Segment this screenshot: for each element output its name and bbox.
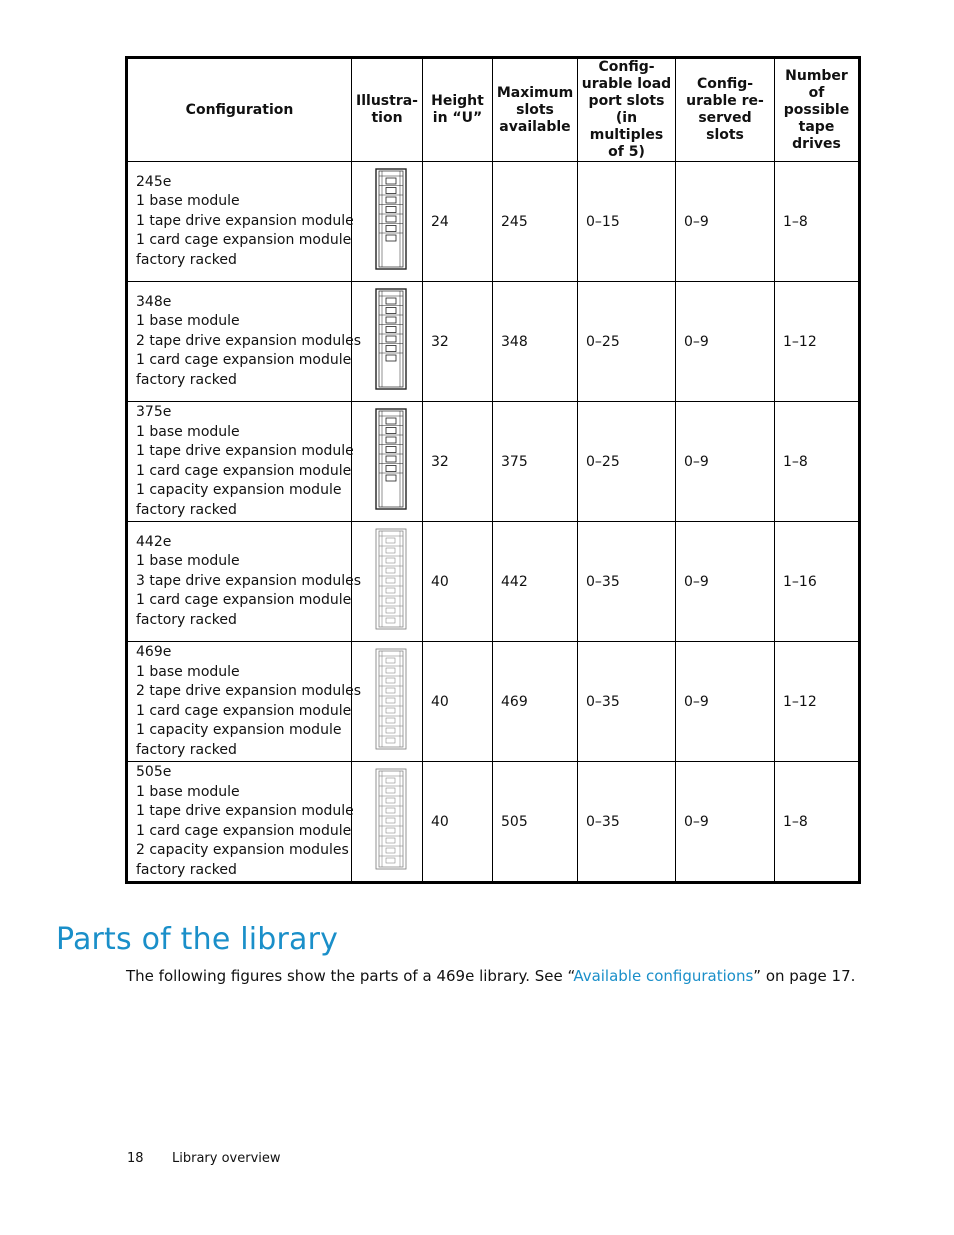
configuration-detail: 1 base module bbox=[136, 783, 240, 800]
configuration-detail: 1 base module bbox=[136, 663, 240, 680]
library-rack-illustration-icon bbox=[374, 168, 408, 276]
configuration-detail: 1 capacity expansion module bbox=[136, 722, 342, 738]
library-rack-illustration-icon bbox=[374, 408, 408, 516]
load-port-slots-cell: 0–25 bbox=[578, 282, 676, 402]
header-reserved-slots: Config- urable re- served slots bbox=[676, 58, 775, 162]
footer-chapter: Library overview bbox=[172, 1151, 281, 1166]
configuration-detail: 1 tape drive expansion module bbox=[136, 443, 354, 459]
header-illustration: Illustra- tion bbox=[352, 58, 423, 162]
illustration-cell bbox=[352, 162, 423, 282]
configuration-detail: factory racked bbox=[136, 861, 237, 878]
library-rack-illustration-icon bbox=[374, 528, 408, 636]
header-height: Height in “U” bbox=[423, 58, 493, 162]
intro-text-end: ” on page 17. bbox=[753, 967, 856, 985]
load-port-slots-cell: 0–35 bbox=[578, 642, 676, 762]
header-tape-drives: Number of possible tape drives bbox=[775, 58, 860, 162]
configuration-detail: 1 base module bbox=[136, 423, 240, 440]
table-row bbox=[127, 402, 860, 522]
load-port-slots-cell: 0–35 bbox=[578, 762, 676, 883]
available-configurations-link[interactable]: Available configurations bbox=[573, 967, 754, 985]
max-slots-cell: 245 bbox=[493, 162, 578, 282]
tape-drives-cell: 1–12 bbox=[775, 282, 860, 402]
header-load-port-slots: Config- urable load port slots (in multiples of 5) bbox=[578, 58, 676, 162]
configuration-cell bbox=[127, 402, 352, 522]
load-port-slots-cell: 0–35 bbox=[578, 522, 676, 642]
configuration-cell bbox=[127, 162, 352, 282]
configuration-name: 245e bbox=[136, 173, 172, 190]
configuration-detail: 2 capacity expansion modules bbox=[136, 842, 349, 858]
reserved-slots-cell: 0–9 bbox=[676, 282, 775, 402]
configuration-detail: 1 card cage expansion module bbox=[136, 232, 352, 249]
library-rack-illustration-icon bbox=[374, 768, 408, 876]
configuration-table bbox=[125, 56, 861, 884]
table-row bbox=[127, 162, 860, 282]
configuration-detail: 1 tape drive expansion module bbox=[136, 212, 354, 229]
max-slots-cell: 442 bbox=[493, 522, 578, 642]
intro-paragraph bbox=[126, 967, 855, 985]
reserved-slots-cell: 0–9 bbox=[676, 522, 775, 642]
configuration-detail: 1 card cage expansion module bbox=[136, 592, 352, 609]
height-cell: 40 bbox=[423, 642, 493, 762]
load-port-slots-cell: 0–15 bbox=[578, 162, 676, 282]
configuration-detail: 1 card cage expansion module bbox=[136, 352, 352, 369]
height-cell: 32 bbox=[423, 402, 493, 522]
tape-drives-cell: 1–8 bbox=[775, 162, 860, 282]
table-row bbox=[127, 282, 860, 402]
max-slots-cell: 469 bbox=[493, 642, 578, 762]
configuration-name: 505e bbox=[136, 764, 172, 780]
configuration-detail: 2 tape drive expansion modules bbox=[136, 332, 362, 349]
illustration-cell bbox=[352, 402, 423, 522]
header-max-slots: Maximum slots available bbox=[493, 58, 578, 162]
section-title: Parts of the library bbox=[56, 922, 339, 957]
height-cell: 40 bbox=[423, 522, 493, 642]
height-cell: 24 bbox=[423, 162, 493, 282]
reserved-slots-cell: 0–9 bbox=[676, 162, 775, 282]
configuration-detail: 1 card cage expansion module bbox=[136, 822, 352, 839]
configuration-detail: factory racked bbox=[136, 741, 237, 758]
configuration-detail: factory racked bbox=[136, 371, 237, 388]
height-cell: 32 bbox=[423, 282, 493, 402]
illustration-cell bbox=[352, 762, 423, 883]
configuration-detail: 1 tape drive expansion module bbox=[136, 803, 354, 819]
illustration-cell bbox=[352, 282, 423, 402]
max-slots-cell: 375 bbox=[493, 402, 578, 522]
page-number: 18 bbox=[127, 1151, 144, 1166]
configuration-detail: 1 card cage expansion module bbox=[136, 702, 352, 719]
illustration-cell bbox=[352, 642, 423, 762]
configuration-name: 375e bbox=[136, 404, 172, 420]
table-header-row bbox=[127, 58, 860, 162]
tape-drives-cell: 1–16 bbox=[775, 522, 860, 642]
configuration-detail: factory racked bbox=[136, 501, 237, 518]
configuration-detail: 1 base module bbox=[136, 553, 240, 570]
configuration-cell bbox=[127, 762, 352, 883]
table-row bbox=[127, 522, 860, 642]
intro-text: The following figures show the parts of a 469e library. See “ bbox=[126, 967, 574, 985]
library-rack-illustration-icon bbox=[374, 648, 408, 756]
configuration-detail: 2 tape drive expansion modules bbox=[136, 683, 362, 699]
library-rack-illustration-icon bbox=[374, 288, 408, 396]
height-cell: 40 bbox=[423, 762, 493, 883]
header-configuration: Configuration bbox=[127, 58, 352, 162]
configuration-cell bbox=[127, 522, 362, 642]
reserved-slots-cell: 0–9 bbox=[676, 762, 775, 883]
configuration-detail: factory racked bbox=[136, 611, 237, 628]
configuration-detail: 1 base module bbox=[136, 313, 240, 330]
max-slots-cell: 505 bbox=[493, 762, 578, 883]
load-port-slots-cell: 0–25 bbox=[578, 402, 676, 522]
configuration-detail: 1 card cage expansion module bbox=[136, 462, 352, 479]
configuration-name: 469e bbox=[136, 644, 172, 660]
max-slots-cell: 348 bbox=[493, 282, 578, 402]
reserved-slots-cell: 0–9 bbox=[676, 642, 775, 762]
configuration-detail: 1 base module bbox=[136, 193, 240, 210]
configuration-detail: 1 capacity expansion module bbox=[136, 482, 342, 498]
configuration-name: 442e bbox=[136, 533, 172, 550]
reserved-slots-cell: 0–9 bbox=[676, 402, 775, 522]
configuration-detail: factory racked bbox=[136, 251, 237, 268]
illustration-cell bbox=[352, 522, 423, 642]
configuration-detail: 3 tape drive expansion modules bbox=[136, 572, 362, 589]
tape-drives-cell: 1–12 bbox=[775, 642, 860, 762]
tape-drives-cell: 1–8 bbox=[775, 762, 860, 883]
configuration-cell bbox=[127, 282, 362, 402]
configuration-cell bbox=[127, 642, 362, 762]
table-row bbox=[127, 762, 860, 883]
configuration-name: 348e bbox=[136, 293, 172, 310]
tape-drives-cell: 1–8 bbox=[775, 402, 860, 522]
table-row bbox=[127, 642, 860, 762]
